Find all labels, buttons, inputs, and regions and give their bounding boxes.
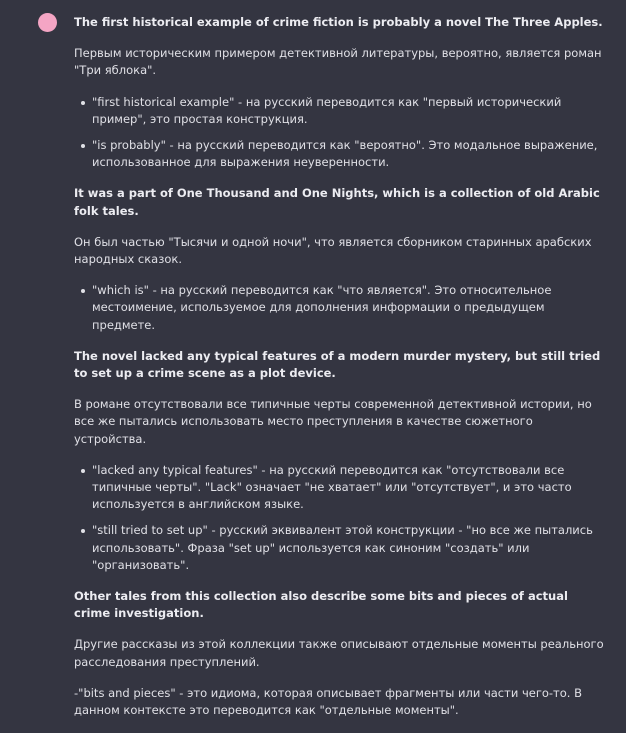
notes-list-2 <box>74 282 606 334</box>
note-item: "which is" - на русский переводится как "что является". Это относительное местоимение, используемое для дополнения информации о предыдущем предмете. <box>92 282 606 334</box>
russian-translation-3: В романе отсутствовали все типичные черты современной детективной истории, но все же пытались использовать место преступления в качестве сюжетного устройства. <box>74 397 592 446</box>
russian-translation-2: Он был частью "Тысячи и одной ночи", что является сборником старинных арабских народных сказок. <box>74 234 592 267</box>
russian-translation-1: Первым историческим примером детективной литературы, вероятно, является роман "Три яблока". <box>74 46 602 78</box>
russian-translation-4: Другие рассказы из этой коллекции также описывают отдельные моменты реального расследования преступлений. <box>74 637 604 669</box>
assistant-message <box>74 14 606 733</box>
note-item: "first historical example" - на русский переводится как "первый исторический пример", это простая конструкция. <box>92 94 606 128</box>
assistant-avatar <box>38 13 57 32</box>
notes-list-1 <box>74 94 606 172</box>
english-sentence-2: It was a part of One Thousand and One Nights, which is a collection of old Arabic folk tales. <box>74 186 600 218</box>
note-item: "lacked any typical features" - на русский переводится как "отсутствовали все типичные черты". "Lack" означает "не хватает" или "отсутствует", и это часто используется в английском языке. <box>92 462 606 514</box>
english-sentence-4: Other tales from this collection also describe some bits and pieces of actual crime investigation. <box>74 589 568 621</box>
idiom-note: -"bits and pieces" - это идиома, которая описывает фрагменты или части чего-то. В данном контексте это переводится как "отдельные моменты". <box>74 685 582 718</box>
notes-list-3 <box>74 462 606 574</box>
note-item: "is probably" - на русский переводится как "вероятно". Это модальное выражение, использованное для выражения неуверенности. <box>92 137 606 171</box>
english-sentence-3: The novel lacked any typical features of a modern murder mystery, but still tried to set up a crime scene as a plot device. <box>74 348 601 381</box>
note-item: "still tried to set up" - русский эквивалент этой конструкции - "но все же пытались использовать". Фраза "set up" используется как синоним "создать" или "организовать". <box>92 522 606 574</box>
english-sentence-1: The first historical example of crime fiction is probably a novel The Three Apples. <box>74 15 603 29</box>
